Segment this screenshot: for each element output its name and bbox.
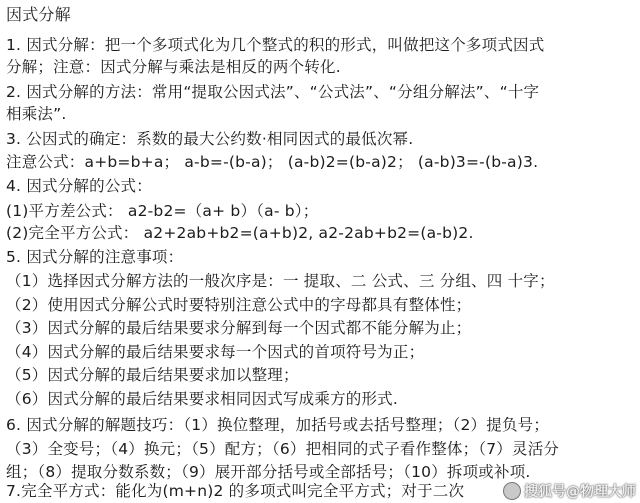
doc-line-3: 2. 因式分解的方法：常用“提取公因式法”、“公式法”、“分组分解法”、“十字 [6, 83, 540, 101]
watermark [503, 481, 636, 501]
doc-title: 因式分解 [6, 5, 71, 24]
doc-line-20: 7.完全平方式：能化为(m+n)2 的多项式叫完全平方式；对于二次 [6, 482, 465, 500]
doc-line-12: （2）使用因式分解公式时要特别注意公式中的字母都具有整体性； [6, 296, 472, 314]
doc-line-19: 组；（8）提取分数系数；（9）展开部分括号或全部括号；（10）拆项或补项. [6, 463, 531, 481]
doc-line-18: （3）全变号；（4）换元；（5）配方；（6）把相同的式子看作整体；（7）灵活分 [6, 440, 560, 458]
doc-line-14: （4）因式分解的最后结果要求每一个因式的首项符号为正； [6, 343, 425, 361]
watermark-text: 搜狐号@物理大师 [524, 484, 636, 500]
doc-line-4: 相乘法”. [6, 105, 67, 123]
doc-line-9: (2)完全平方公式： a2+2ab+b2=(a+b)2, a2-2ab+b2=(a-b)2. [6, 224, 474, 242]
doc-line-2: 分解；注意：因式分解与乘法是相反的两个转化. [6, 58, 341, 76]
doc-line-5: 3. 公因式的确定：系数的最大公约数·相同因式的最低次幂. [6, 130, 414, 148]
doc-line-10: 5. 因式分解的注意事项： [6, 248, 184, 266]
doc-line-15: （5）因式分解的最后结果要求加以整理； [6, 366, 299, 384]
doc-line-17: 6. 因式分解的解题技巧：（1）换位整理，加括号或去括号整理；（2）提负号； [6, 416, 550, 434]
doc-line-8: (1)平方差公式： a2-b2=（a+ b）（a- b）； [6, 202, 319, 220]
doc-line-16: （6）因式分解的最后结果要求相同因式写成乘方的形式. [6, 390, 398, 408]
doc-line-13: （3）因式分解的最后结果要求分解到每一个因式都不能分解为止； [6, 319, 472, 337]
doc-line-6: 注意公式：a+b=b+a； a-b=-(b-a)； (a-b)2=(b-a)2； (a-b)3=-(b-a)3. [6, 153, 539, 171]
doc-line-1: 1. 因式分解：把一个多项式化为几个整式的积的形式，叫做把这个多项式因式 [6, 36, 545, 54]
doc-line-7: 4. 因式分解的公式： [6, 177, 152, 195]
doc-line-11: （1）选择因式分解方法的一般次序是：一 提取、二 公式、三 分组、四 十字； [6, 272, 555, 290]
sohu-logo-icon [503, 482, 521, 500]
